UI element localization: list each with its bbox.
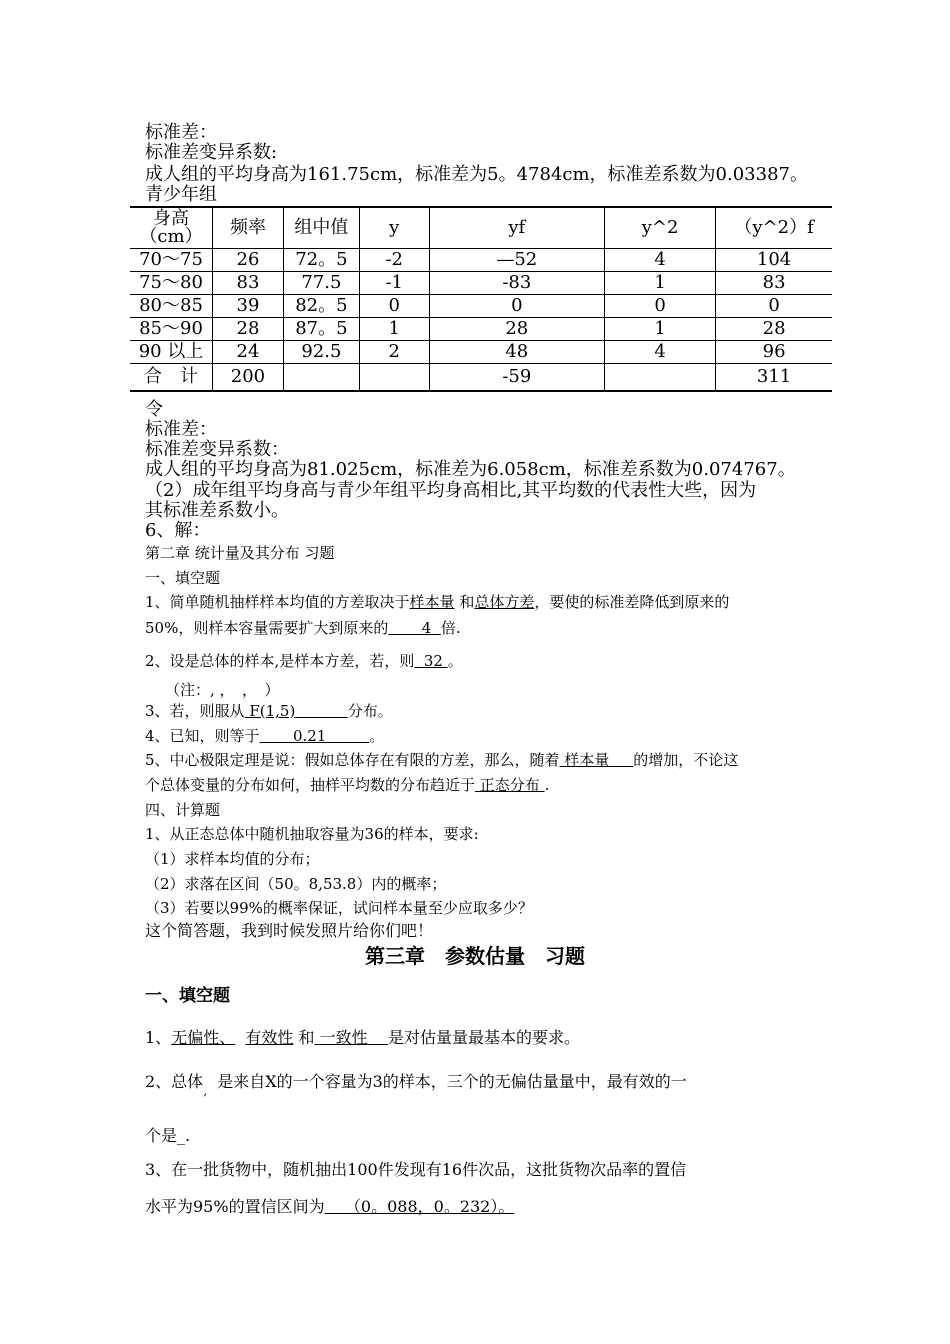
table-cell: 0	[605, 295, 716, 318]
table-header-row	[130, 207, 832, 249]
table-cell: 96	[716, 341, 832, 364]
table-row	[130, 318, 832, 341]
table-cell: 48	[429, 341, 605, 364]
ch3-q2-line1: 2、总体$_,$ 是来自X的一个容量为3的样本，三个的无偏估量量中，最有效的一	[145, 1072, 687, 1098]
table-row	[130, 272, 832, 295]
table-cell: 0	[716, 295, 832, 318]
table-total-row	[130, 364, 832, 392]
table-cell: 2	[359, 341, 429, 364]
header-cell: y	[359, 207, 429, 249]
table-cell: 合 计	[130, 364, 213, 392]
table-cell: 92.5	[283, 341, 359, 364]
table-cell: -59	[429, 364, 605, 392]
table-cell: 311	[716, 364, 832, 392]
chapter3-title: 第三章 参数估量 习题	[365, 944, 585, 968]
chapter2-title: 第二章 统计量及其分布 习题	[145, 544, 335, 562]
table-cell	[605, 364, 716, 392]
adult-summary: 成人组的平均身高为161.75cm，标准差为5。4784cm，标准差系数为0.03387。	[145, 164, 808, 185]
table-cell: 1	[359, 318, 429, 341]
header-cell: 身高（cm）	[130, 207, 213, 249]
table-cell: 28	[429, 318, 605, 341]
ch3-q3-line2: 水平为95%的置信区间为 （0。088，0。232）。	[145, 1197, 515, 1216]
table-cell: 77.5	[283, 272, 359, 295]
ch2-section-fill: 一、填空题	[145, 569, 221, 587]
ch2-q4: 4、已知，则等于 0.21 。	[145, 727, 385, 745]
table-cell: 1	[605, 272, 716, 295]
ch2-calc-q1-1: （1）求样本均值的分布；	[145, 850, 320, 868]
ch2-q1-line2: 50%，则样本容量需要扩大到原来的 4 倍.	[145, 619, 461, 637]
table-cell: -83	[429, 272, 605, 295]
ling-label: 令	[145, 399, 163, 420]
cv-label-2: 标准差变异系数：	[145, 439, 289, 460]
ch2-note: （注：, ， ， ）	[165, 681, 280, 699]
ch3-section-fill: 一、填空题	[145, 986, 230, 1006]
table-cell: 82。5	[283, 295, 359, 318]
table-cell: 0	[429, 295, 605, 318]
table-cell: 4	[605, 341, 716, 364]
conclusion-line-2: 其标准差系数小。	[145, 500, 289, 521]
header-cell: yf	[429, 207, 605, 249]
table-cell: 104	[716, 249, 832, 272]
table-cell: 1	[605, 318, 716, 341]
header-cell: 频率	[213, 207, 284, 249]
ch3-q3-line1: 3、在一批货物中，随机抽出100件发现有16件次品，这批货物次品率的置信	[145, 1160, 687, 1179]
table-cell: -1	[359, 272, 429, 295]
ch2-q2: 2、设是总体的样本,是样本方差，若，则 32 。	[145, 652, 463, 670]
table-cell: 0	[359, 295, 429, 318]
q6-label: 6、解：	[145, 520, 211, 541]
table-cell: —52	[429, 249, 605, 272]
table-cell: 87。5	[283, 318, 359, 341]
table-cell: 85～90	[130, 318, 213, 341]
table-cell	[283, 364, 359, 392]
table-cell: 90 以上	[130, 341, 213, 364]
ch2-q1-line1: 1、简单随机抽样样本均值的方差取决于样本量 和总体方差，要使的标准差降低到原来的	[145, 593, 730, 611]
header-cell: 组中值	[283, 207, 359, 249]
header-cell: （y^2）f	[716, 207, 832, 249]
conclusion-line-1: （2）成年组平均身高与青少年组平均身高相比,其平均数的代表性大些，因为	[145, 480, 757, 501]
table-cell: 83	[716, 272, 832, 295]
table-row	[130, 249, 832, 272]
table-cell: 72。5	[283, 249, 359, 272]
ch2-calc-q1-2: （2）求落在区间（50。8,53.8）内的概率；	[145, 875, 447, 893]
photo-note: 这个简答题，我到时候发照片给你们吧！	[145, 921, 434, 940]
table-row	[130, 341, 832, 364]
table-cell: 83	[213, 272, 284, 295]
table-cell: 26	[213, 249, 284, 272]
ch2-section-calc: 四、计算题	[145, 801, 221, 819]
table-cell: 4	[605, 249, 716, 272]
youth-summary: 成人组的平均身高为81.025cm，标准差为6.058cm，标准差系数为0.074767。	[145, 459, 796, 480]
table-cell: 200	[213, 364, 284, 392]
sd-label: 标准差：	[145, 122, 217, 143]
table-cell: -2	[359, 249, 429, 272]
ch3-q1: 1、无偏性、 有效性 和 一致性 是对估量量最基本的要求。	[145, 1028, 580, 1047]
ch2-q5-line2: 个总体变量的分布如何，抽样平均数的分布趋近于 正态分布 .	[145, 776, 550, 794]
ch2-q3: 3、若，则服从 F(1,5) 分布。	[145, 702, 393, 720]
header-cell: y^2	[605, 207, 716, 249]
table-cell: 28	[213, 318, 284, 341]
youth-height-table	[130, 206, 832, 392]
cv-label: 标准差变异系数:	[145, 142, 278, 163]
table-cell: 70～75	[130, 249, 213, 272]
table-cell: 28	[716, 318, 832, 341]
ch3-q2-line2: 个是_.	[145, 1126, 191, 1145]
table-row	[130, 295, 832, 318]
table-cell: 80～85	[130, 295, 213, 318]
ch2-calc-q1: 1、从正态总体中随机抽取容量为36的样本，要求:	[145, 825, 479, 843]
table-cell	[359, 364, 429, 392]
sd-label-2: 标准差：	[145, 419, 217, 440]
table-cell: 24	[213, 341, 284, 364]
youth-group-label: 青少年组	[145, 184, 217, 205]
ch2-q5-line1: 5、中心极限定理是说：假如总体存在有限的方差，那么，随着 样本量 的增加，不论这	[145, 751, 739, 769]
table-cell: 75～80	[130, 272, 213, 295]
table-cell: 39	[213, 295, 284, 318]
ch2-calc-q1-3: （3）若要以99%的概率保证，试问样本量至少应取多少？	[145, 899, 533, 917]
